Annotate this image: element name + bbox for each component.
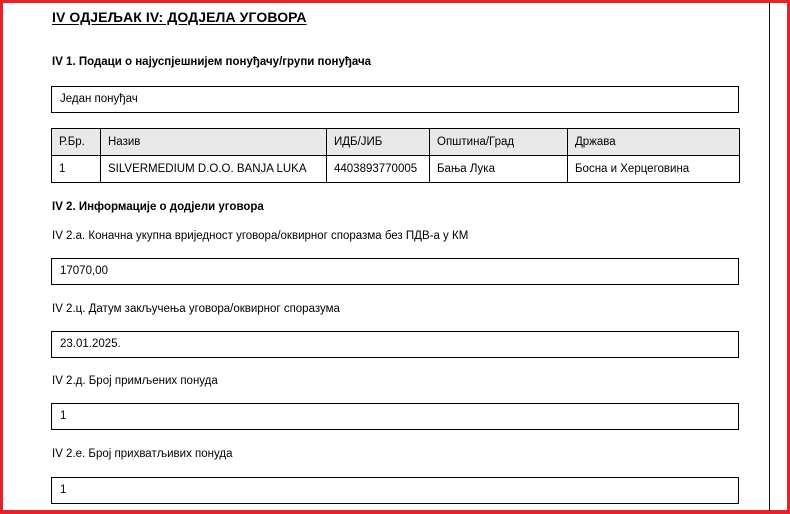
col-header-municipality: Општина/Град [430,129,568,156]
section-iv1-heading: IV 1. Подаци о најуспјешнијем понуђачу/групи понуђача [52,56,372,68]
cell-municipality: Бања Лука [430,156,568,183]
field-label-acceptable-bids: IV 2.е. Број прихватљивих понуда [52,448,233,460]
cell-number: 1 [52,156,101,183]
table-row [52,156,740,183]
page-edge-divider [769,3,770,511]
bidder-type-field: Један понуђач [51,86,739,113]
cell-idb-jib: 4403893770005 [327,156,430,183]
col-header-idb-jib: ИДБ/ЈИБ [327,129,430,156]
section-iv2-heading: IV 2. Информације о додјели уговора [52,201,264,213]
contract-value-field: 17070,00 [51,258,739,285]
field-label-received-bids: IV 2.д. Број примљених понуда [52,375,218,387]
cell-name: SILVERMEDIUM D.O.O. BANJA LUKA [101,156,327,183]
col-header-country: Држава [568,129,740,156]
acceptable-bids-field: 1 [51,477,739,504]
table-header-row [52,129,740,156]
received-bids-field: 1 [51,403,739,430]
contract-date-field: 23.01.2025. [51,331,739,358]
col-header-number: Р.Бр. [52,129,101,156]
col-header-name: Назив [101,129,327,156]
page-title: IV ОДЈЕЉАК IV: ДОДЈЕЛА УГОВОРА [52,9,307,25]
field-label-contract-date: IV 2.ц. Датум закључења уговора/оквирног споразума [52,303,340,315]
bidders-table [51,128,740,183]
field-label-contract-value: IV 2.а. Коначна укупна вриједност уговора/оквирног споразма без ПДВ-а у КМ [52,230,469,242]
cell-country: Босна и Херцеговина [568,156,740,183]
